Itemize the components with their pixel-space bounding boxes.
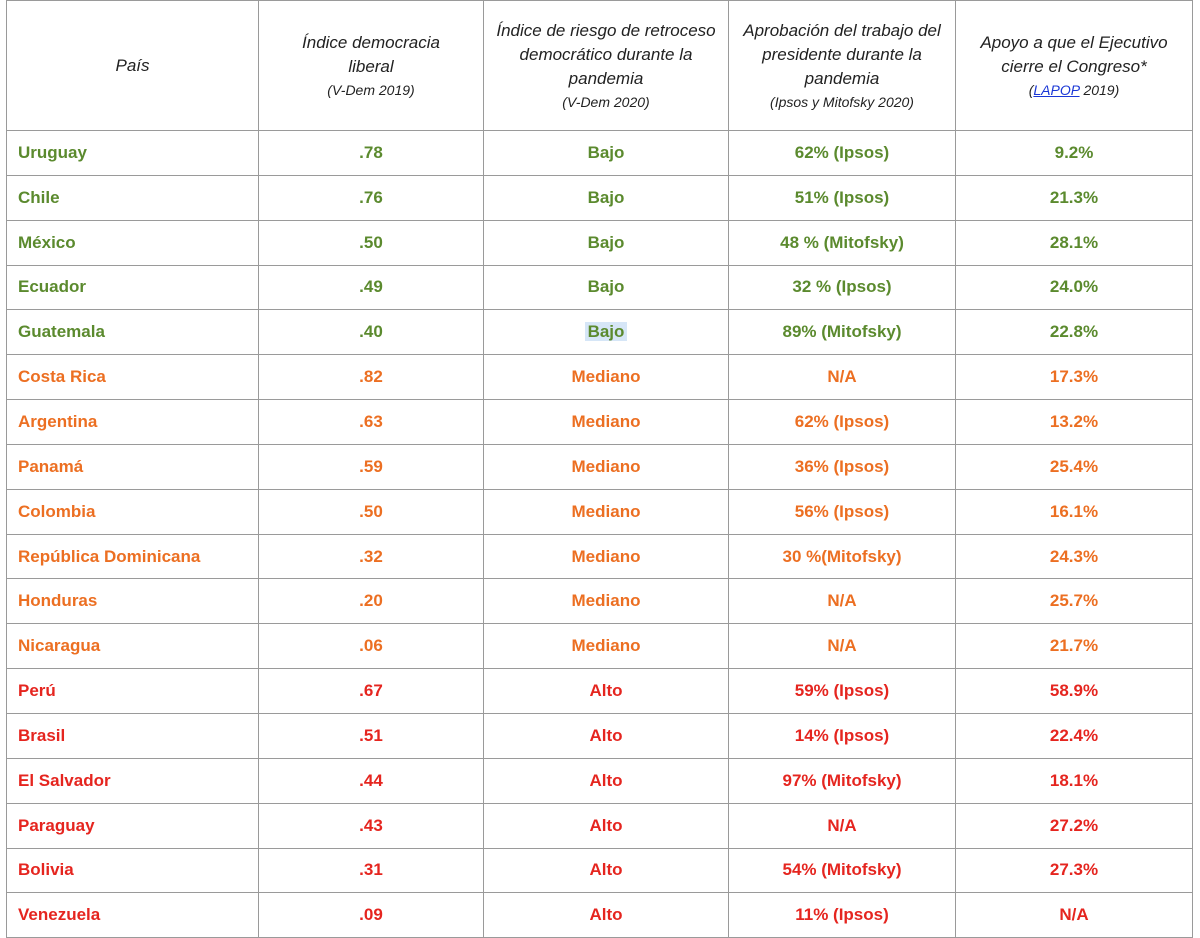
risk-index-cell: Bajo (484, 265, 729, 310)
risk-index-cell: Alto (484, 803, 729, 848)
democracy-index-cell: .50 (259, 220, 484, 265)
approval-cell: 48 % (Mitofsky) (729, 220, 956, 265)
risk-index-cell: Mediano (484, 534, 729, 579)
approval-cell: 62% (Ipsos) (729, 131, 956, 176)
democracy-index-cell: .63 (259, 400, 484, 445)
header-country: País (7, 1, 259, 131)
country-cell: Argentina (7, 400, 259, 445)
risk-index-cell (484, 310, 729, 355)
approval-cell: 62% (Ipsos) (729, 400, 956, 445)
democracy-index-cell: .32 (259, 534, 484, 579)
table-row (7, 175, 1193, 220)
congress-support-cell: 25.4% (956, 444, 1193, 489)
approval-cell: 32 % (Ipsos) (729, 265, 956, 310)
country-cell: Honduras (7, 579, 259, 624)
democracy-index-cell: .49 (259, 265, 484, 310)
approval-cell: 14% (Ipsos) (729, 713, 956, 758)
democracy-index-cell: .40 (259, 310, 484, 355)
congress-support-cell: 9.2% (956, 131, 1193, 176)
democracy-table (6, 0, 1193, 938)
table-row (7, 310, 1193, 355)
lapop-link[interactable]: LAPOP (1033, 81, 1080, 98)
congress-support-cell: 22.4% (956, 713, 1193, 758)
risk-index-cell: Mediano (484, 355, 729, 400)
table-row (7, 220, 1193, 265)
congress-support-cell: 27.2% (956, 803, 1193, 848)
approval-cell: 89% (Mitofsky) (729, 310, 956, 355)
table-row (7, 669, 1193, 714)
approval-cell: 51% (Ipsos) (729, 175, 956, 220)
highlighted-risk-label: Bajo (585, 322, 628, 341)
header-approval-source: (Ipsos y Mitofsky 2020) (770, 93, 914, 110)
approval-cell: N/A (729, 803, 956, 848)
header-democracy-index (259, 1, 484, 131)
approval-cell: 59% (Ipsos) (729, 669, 956, 714)
country-cell: Colombia (7, 489, 259, 534)
table-row (7, 803, 1193, 848)
democracy-index-cell: .44 (259, 758, 484, 803)
country-cell: El Salvador (7, 758, 259, 803)
header-congress-support (956, 1, 1193, 131)
table-row (7, 400, 1193, 445)
risk-index-cell: Bajo (484, 220, 729, 265)
congress-support-cell: 18.1% (956, 758, 1193, 803)
risk-index-cell: Mediano (484, 624, 729, 669)
header-democracy-source: (V-Dem 2019) (327, 81, 415, 98)
congress-support-cell: 21.7% (956, 624, 1193, 669)
congress-support-cell: 58.9% (956, 669, 1193, 714)
table-header (7, 1, 1193, 131)
risk-index-cell: Bajo (484, 131, 729, 176)
congress-support-cell: N/A (956, 893, 1193, 938)
risk-index-cell: Alto (484, 848, 729, 893)
congress-support-cell: 27.3% (956, 848, 1193, 893)
country-cell: México (7, 220, 259, 265)
country-cell: Uruguay (7, 131, 259, 176)
country-cell: Guatemala (7, 310, 259, 355)
country-cell: Costa Rica (7, 355, 259, 400)
risk-index-cell: Bajo (484, 175, 729, 220)
country-cell: Ecuador (7, 265, 259, 310)
country-cell: Paraguay (7, 803, 259, 848)
democracy-index-cell: .43 (259, 803, 484, 848)
approval-cell: 54% (Mitofsky) (729, 848, 956, 893)
table-row (7, 758, 1193, 803)
approval-cell: 11% (Ipsos) (729, 893, 956, 938)
congress-support-cell: 13.2% (956, 400, 1193, 445)
country-cell: Chile (7, 175, 259, 220)
congress-support-cell: 17.3% (956, 355, 1193, 400)
democracy-index-cell: .59 (259, 444, 484, 489)
democracy-index-cell: .78 (259, 131, 484, 176)
table-row (7, 579, 1193, 624)
header-risk-source: (V-Dem 2020) (562, 93, 650, 110)
table-row (7, 131, 1193, 176)
approval-cell: 97% (Mitofsky) (729, 758, 956, 803)
table-row (7, 713, 1193, 758)
table-row (7, 624, 1193, 669)
democracy-index-cell: .06 (259, 624, 484, 669)
risk-index-cell: Alto (484, 758, 729, 803)
country-cell: Perú (7, 669, 259, 714)
congress-support-cell: 16.1% (956, 489, 1193, 534)
header-risk-index (484, 1, 729, 131)
table-row (7, 534, 1193, 579)
congress-support-cell: 22.8% (956, 310, 1193, 355)
congress-support-cell: 21.3% (956, 175, 1193, 220)
table-row (7, 893, 1193, 938)
approval-cell: N/A (729, 624, 956, 669)
table-row (7, 489, 1193, 534)
congress-support-cell: 25.7% (956, 579, 1193, 624)
congress-support-cell: 24.3% (956, 534, 1193, 579)
democracy-index-cell: .09 (259, 893, 484, 938)
risk-index-cell: Mediano (484, 400, 729, 445)
country-cell: Venezuela (7, 893, 259, 938)
header-approval-title: Aprobación del trabajo del presidente durante la pandemia (743, 20, 941, 88)
approval-cell: N/A (729, 355, 956, 400)
democracy-index-cell: .67 (259, 669, 484, 714)
approval-cell: 56% (Ipsos) (729, 489, 956, 534)
risk-index-cell: Alto (484, 713, 729, 758)
header-risk-title: Índice de riesgo de retroceso democrático durante la pandemia (496, 20, 716, 88)
table-row (7, 265, 1193, 310)
democracy-index-cell: .20 (259, 579, 484, 624)
country-cell: Panamá (7, 444, 259, 489)
header-support-title: Apoyo a que el Ejecutivo cierre el Congreso* (980, 32, 1168, 76)
risk-index-cell: Alto (484, 669, 729, 714)
democracy-index-cell: .50 (259, 489, 484, 534)
header-row (7, 1, 1193, 131)
risk-index-cell: Alto (484, 893, 729, 938)
table-body (7, 131, 1193, 938)
table-row (7, 848, 1193, 893)
risk-index-cell: Mediano (484, 579, 729, 624)
democracy-index-cell: .82 (259, 355, 484, 400)
table-row (7, 355, 1193, 400)
congress-support-cell: 28.1% (956, 220, 1193, 265)
header-approval (729, 1, 956, 131)
democracy-index-cell: .51 (259, 713, 484, 758)
country-cell: República Dominicana (7, 534, 259, 579)
country-cell: Bolivia (7, 848, 259, 893)
country-cell: Nicaragua (7, 624, 259, 669)
country-cell: Brasil (7, 713, 259, 758)
header-support-source: (LAPOP 2019) (1028, 81, 1120, 98)
democracy-index-cell: .31 (259, 848, 484, 893)
risk-index-cell: Mediano (484, 444, 729, 489)
approval-cell: 30 %(Mitofsky) (729, 534, 956, 579)
risk-index-cell: Mediano (484, 489, 729, 534)
congress-support-cell: 24.0% (956, 265, 1193, 310)
approval-cell: N/A (729, 579, 956, 624)
democracy-index-cell: .76 (259, 175, 484, 220)
approval-cell: 36% (Ipsos) (729, 444, 956, 489)
table-row (7, 444, 1193, 489)
header-democracy-title: Índice democracia liberal (302, 32, 440, 76)
